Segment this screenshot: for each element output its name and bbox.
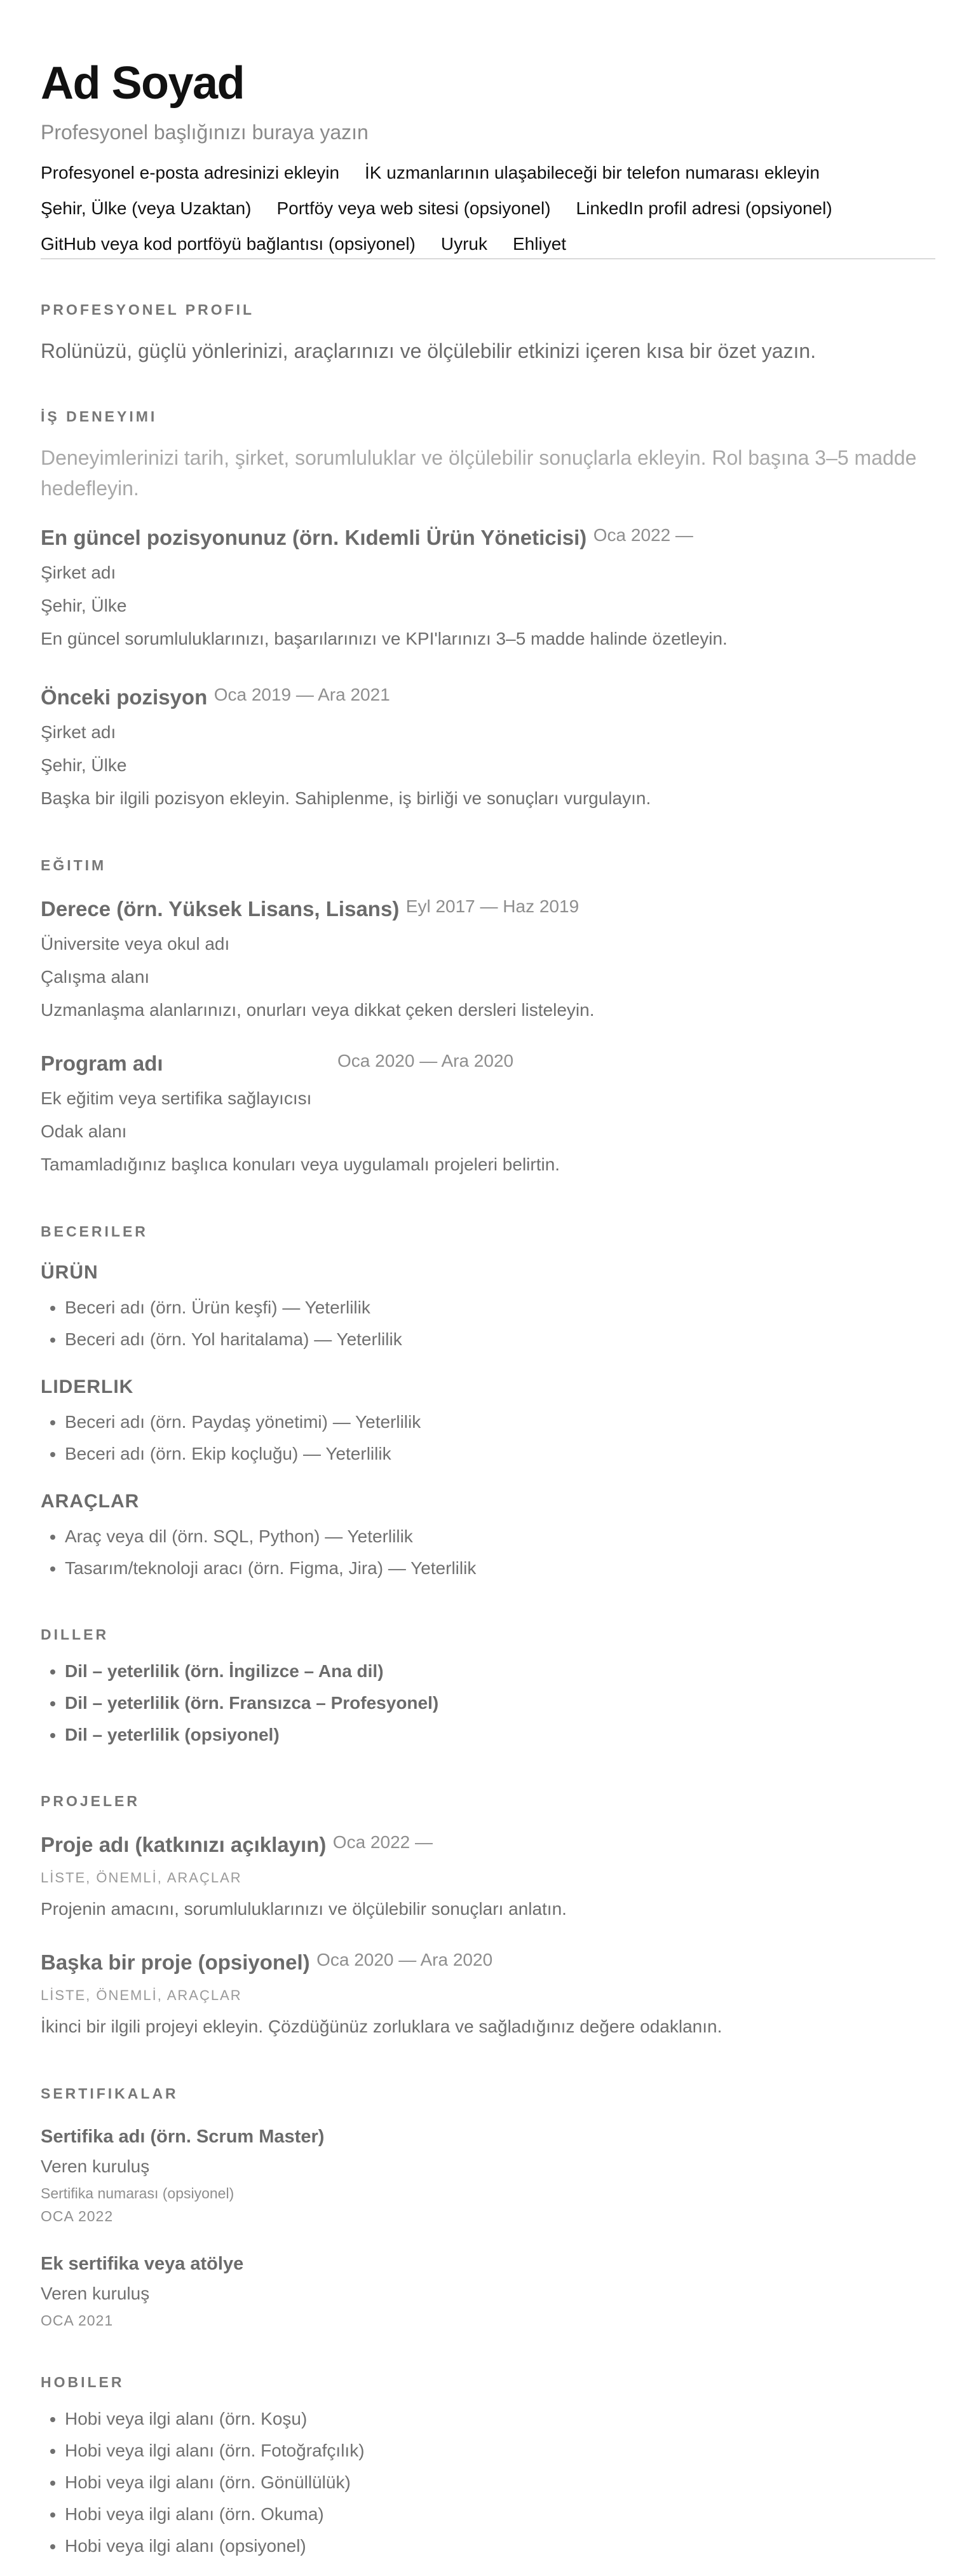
hobby-item: • Hobi veya ilgi alanı (örn. Okuma): [65, 2498, 935, 2530]
contact-email: Profesyonel e-posta adresinizi ekleyin: [41, 163, 340, 182]
resume-name: Ad Soyad: [41, 58, 245, 109]
education-school: Üniversite veya okul adı: [41, 934, 230, 954]
language-item: • Dil – yeterlilik (opsiyonel): [65, 1719, 935, 1751]
section-title-certifications: SERTIFIKALAR: [41, 2085, 179, 2102]
contact-location: Şehir, Ülke (veya Uzaktan): [41, 198, 252, 218]
skill-item: • Tasarım/teknoloji aracı (örn. Figma, Jira) — Yeterlilik: [65, 1552, 935, 1584]
profile-summary: Rolünüzü, güçlü yönlerinizi, araçlarınızı ve ölçülebilir etkinizi içeren kısa bir özet yazın.: [41, 339, 817, 362]
contact-phone: İK uzmanlarının ulaşabileceği bir telefon numarası ekleyin: [365, 163, 820, 182]
section-title-education: EĞITIM: [41, 857, 107, 874]
section-title-hobbies: HOBILER: [41, 2374, 125, 2390]
education-degree: Program adı: [41, 1052, 163, 1075]
experience-role: Önceki pozisyon: [41, 685, 208, 709]
skill-item: • Beceri adı (örn. Paydaş yönetimi) — Yeterlilik: [65, 1406, 935, 1438]
certification-issuer: Veren kuruluş: [41, 2284, 150, 2303]
certification-issuer: Veren kuruluş: [41, 2156, 150, 2176]
project-date: Oca 2022 —: [332, 1832, 433, 1852]
experience-company: Şirket adı: [41, 563, 116, 582]
skill-item: • Beceri adı (örn. Ürün keşfi) — Yeterlilik: [65, 1292, 935, 1324]
certification-name: Sertifika adı (örn. Scrum Master): [41, 2127, 325, 2147]
hobby-item: • Hobi veya ilgi alanı (örn. Koşu): [65, 2403, 935, 2435]
education-description: Uzmanlaşma alanlarınızı, onurları veya dikkat çeken dersleri listeleyin.: [41, 1000, 595, 1020]
certification-date: OCA 2022: [41, 2208, 114, 2224]
resume-headline: Profesyonel başlığınızı buraya yazın: [41, 121, 369, 144]
education-description: Tamamladığınız başlıca konuları veya uygulamalı projeleri belirtin.: [41, 1154, 560, 1174]
project-entry: [41, 1949, 935, 2043]
skill-group-title: ARAÇLAR: [41, 1491, 140, 1512]
certification-entry: [41, 2122, 935, 2228]
language-item: • Dil – yeterlilik (örn. İngilizce – Ana dil): [65, 1655, 935, 1687]
section-title-experience: İŞ DENEYIMI: [41, 408, 158, 425]
skill-group-title: LIDERLIK: [41, 1376, 134, 1397]
education-degree: Derece (örn. Yüksek Lisans, Lisans): [41, 897, 400, 921]
hobby-item: • Hobi veya ilgi alanı (örn. Fotoğrafçılık): [65, 2435, 935, 2467]
skill-item: • Beceri adı (örn. Ekip koçluğu) — Yeterlilik: [65, 1438, 935, 1470]
contact-portfolio: Portföy veya web sitesi (opsiyonel): [276, 198, 551, 218]
experience-description: Başka bir ilgili pozisyon ekleyin. Sahiplenme, iş birliği ve sonuçları vurgulayın.: [41, 788, 651, 808]
project-tags: LİSTE, ÖNEMLİ, ARAÇLAR: [41, 1870, 242, 1886]
hobby-item: • Hobi veya ilgi alanı (örn. Gönüllülük): [65, 2467, 935, 2498]
section-title-skills: BECERILER: [41, 1223, 148, 1240]
experience-location: Şehir, Ülke: [41, 755, 127, 775]
project-name: Başka bir proje (opsiyonel): [41, 1950, 310, 1974]
project-description: Projenin amacını, sorumluluklarınızı ve ölçülebilir sonuçları anlatın.: [41, 1899, 567, 1919]
skill-list: [41, 1292, 935, 1355]
project-tags: LİSTE, ÖNEMLİ, ARAÇLAR: [41, 1987, 242, 2003]
experience-entry: [41, 524, 935, 655]
experience-hint: Deneyimlerinizi tarih, şirket, sorumluluklar ve ölçülebilir sonuçlarla ekleyin. Rol başına 3–5 madde hedefleyin.: [41, 446, 917, 500]
skill-item: • Araç veya dil (örn. SQL, Python) — Yeterlilik: [65, 1521, 935, 1552]
experience-description: En güncel sorumluluklarınızı, başarılarınızı ve KPI'larınızı 3–5 madde halinde özetleyin.: [41, 629, 728, 648]
contact-nationality: Uyruk: [440, 234, 487, 254]
contact-list: [41, 159, 935, 259]
certification-number: Sertifika numarası (opsiyonel): [41, 2185, 234, 2202]
certification-date: OCA 2021: [41, 2312, 114, 2329]
skill-list: [41, 1406, 935, 1470]
experience-location: Şehir, Ülke: [41, 596, 127, 615]
section-title-languages: DILLER: [41, 1626, 109, 1643]
experience-date: Oca 2019 — Ara 2021: [214, 685, 390, 704]
education-field: Çalışma alanı: [41, 967, 150, 987]
project-entry: [41, 1831, 935, 1926]
certification-entry: [41, 2249, 935, 2332]
skill-list: [41, 1521, 935, 1584]
hobby-list: [41, 2403, 935, 2562]
section-title-profile: PROFESYONEL PROFIL: [41, 301, 255, 318]
certification-name: Ek sertifika veya atölye: [41, 2254, 244, 2274]
experience-role: En güncel pozisyonunuz (örn. Kıdemli Ürün Yöneticisi): [41, 526, 587, 549]
education-date: Oca 2020 — Ara 2020: [337, 1051, 514, 1071]
experience-date: Oca 2022 —: [593, 525, 693, 545]
education-date: Eyl 2017 — Haz 2019: [405, 896, 580, 916]
project-date: Oca 2020 — Ara 2020: [316, 1950, 493, 1970]
language-list: [41, 1655, 935, 1751]
language-item: • Dil – yeterlilik (örn. Fransızca – Profesyonel): [65, 1687, 935, 1719]
contact-license: Ehliyet: [513, 234, 567, 254]
education-entry: [41, 895, 935, 1027]
education-school: Ek eğitim veya sertifika sağlayıcısı: [41, 1088, 312, 1108]
education-entry: [41, 1050, 935, 1181]
project-description: İkinci bir ilgili projeyi ekleyin. Çözdüğünüz zorluklara ve sağladığınız değere odaklanın.: [41, 2017, 722, 2036]
contact-linkedin: LinkedIn profil adresi (opsiyonel): [576, 198, 832, 218]
education-field: Odak alanı: [41, 1121, 127, 1141]
skill-group-title: ÜRÜN: [41, 1262, 98, 1283]
section-title-projects: PROJELER: [41, 1793, 140, 1809]
experience-entry: [41, 683, 935, 815]
contact-github: GitHub veya kod portföyü bağlantısı (opsiyonel): [41, 234, 416, 254]
experience-company: Şirket adı: [41, 722, 116, 742]
skill-item: • Beceri adı (örn. Yol haritalama) — Yeterlilik: [65, 1324, 935, 1355]
project-name: Proje adı (katkınızı açıklayın): [41, 1833, 327, 1856]
hobby-item: • Hobi veya ilgi alanı (opsiyonel): [65, 2530, 935, 2562]
